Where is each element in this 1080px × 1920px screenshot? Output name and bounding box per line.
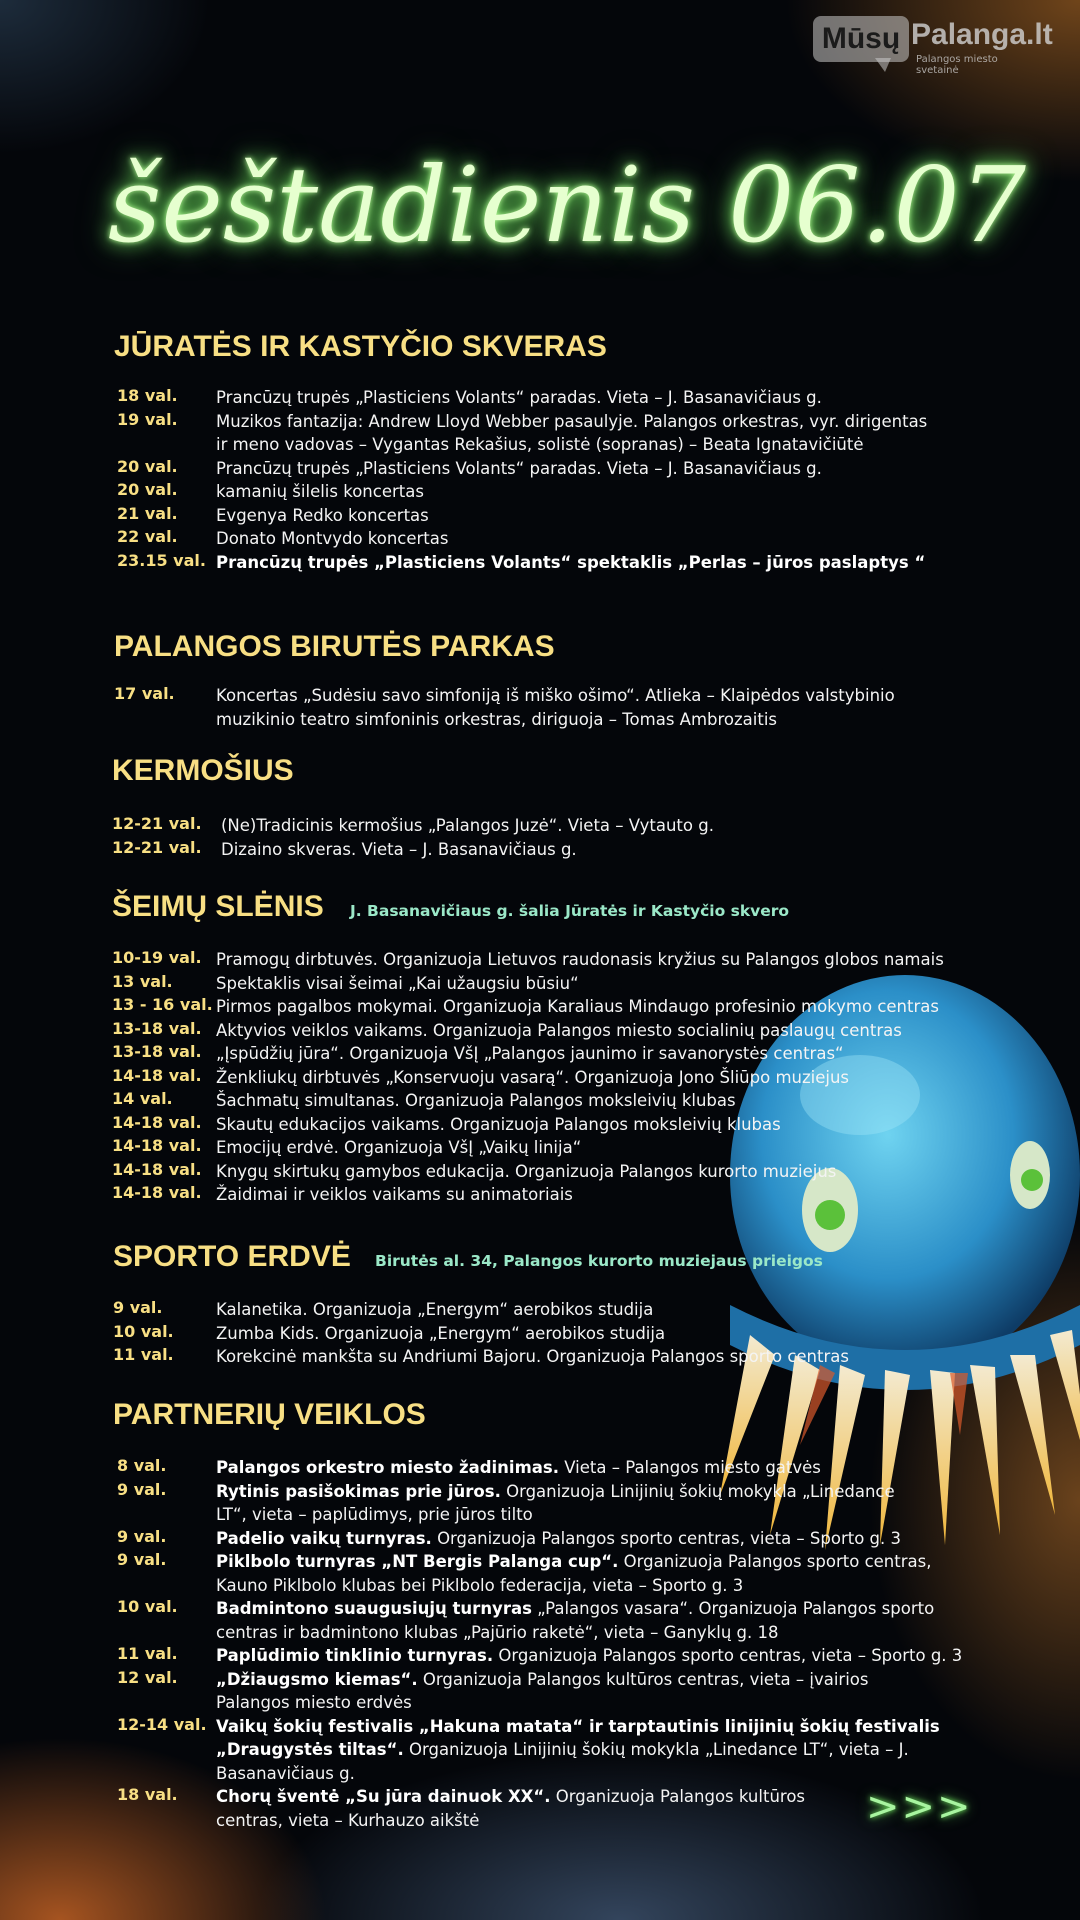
list-item: 18 val. Chorų šventė „Su jūra dainuok XX“. Organizuoja Palangos kultūros centras, vieta – Kurhauzo aikštė <box>117 1785 806 1830</box>
list-item: 9 val. Padelio vaikų turnyras. Organizuoja Palangos sporto centras, vieta – Sporto g. 3 <box>117 1526 902 1548</box>
section-partneriu-veiklos <box>0 1398 1080 1832</box>
list-item: 17 val. Koncertas „Sudėsiu savo simfoniją iš miško ošimo“. Atlieka – Klaipėdos valstybinio muzikinio teatro simfoninis orkestras, diriguoja – Tomas Ambrozaitis <box>114 684 895 729</box>
logo-badge: Mūsų <box>813 16 909 62</box>
list-item: 12-21 val. Dizaino skveras. Vieta – J. Basanavičiaus g. <box>112 837 577 859</box>
logo-name: Palanga.lt <box>911 18 1053 51</box>
list-item: 23.15 val. Prancūzų trupės „Plasticiens Volants“ spektaklis „Perlas – jūros paslaptys “ <box>117 550 926 572</box>
list-item: 12 val. „Džiaugsmo kiemas“. Organizuoja Palangos kultūros centras, vieta – įvairios Palangos miesto erdvės <box>117 1667 869 1712</box>
list-item: 14-18 val. Ženkliukų dirbtuvės „Konservuoju vasarą“. Organizuoja Jono Šliūpo muziejus <box>112 1065 850 1087</box>
list-item: 8 val. Palangos orkestro miesto žadinimas. Vieta – Palangos miesto gatvės <box>117 1456 821 1477</box>
list-item: 13-18 val. „Įspūdžių jūra“. Organizuoja VšĮ „Palangos jaunimo ir savanorystės centras“ <box>112 1042 844 1063</box>
list-item: 19 val. Muzikos fantazija: Andrew Lloyd Webber pasaulyje. Palangos orkestras, vyr. dirigentas ir meno vadovas – Vygantas Rekašius, solistė (sopranas) – Beata Ignatavičiūtė <box>117 409 928 454</box>
list-item: 22 val. Donato Montvydo koncertas <box>117 527 449 548</box>
section-seimu-slenis <box>0 890 1080 1207</box>
list-item: 14-18 val. Knygų skirtukų gamybos edukacija. Organizuoja Palangos kurorto muziejus <box>112 1159 837 1181</box>
list-item: 10-19 val. Pramogų dirbtuvės. Organizuoja Lietuvos raudonasis kryžius su Palangos globos namais <box>112 948 944 969</box>
section-location: J. Basanavičiaus g. šalia Jūratės ir Kastyčio skvero <box>350 902 790 920</box>
list-item: 10 val. Zumba Kids. Organizuoja „Energym“ aerobikos studija <box>113 1321 666 1343</box>
list-item: 20 val. kamanių šilelis koncertas <box>117 480 424 501</box>
list-item: 9 val. Kalanetika. Organizuoja „Energym“ aerobikos studija <box>113 1298 654 1319</box>
section-title: KERMOŠIUS <box>112 754 294 787</box>
section-title: PARTNERIŲ VEIKLOS <box>113 1398 426 1431</box>
section-juratės-skveras <box>0 330 1080 574</box>
site-logo[interactable] <box>813 14 1063 78</box>
section-title: JŪRATĖS IR KASTYČIO SKVERAS <box>114 330 607 363</box>
list-item: 14-18 val. Skautų edukacijos vaikams. Organizuoja Palangos moksleivių klubas <box>112 1112 781 1134</box>
list-item: 14 val. Šachmatų simultanas. Organizuoja Palangos moksleivių klubas <box>112 1089 736 1110</box>
section-title: PALANGOS BIRUTĖS PARKAS <box>114 630 555 663</box>
list-item: 13 - 16 val. Pirmos pagalbos mokymai. Organizuoja Karaliaus Mindaugo profesinio mokymo centras <box>112 995 939 1016</box>
logo-speech-tail-icon <box>875 58 891 72</box>
list-item: 18 val. Prancūzų trupės „Plasticiens Volants“ paradas. Vieta – J. Basanavičiaus g. <box>117 386 822 407</box>
list-item: 9 val. Piklbolo turnyras „NT Bergis Palanga cup“. Organizuoja Palangos sporto centras, Kauno Piklbolo klubas bei Piklbolo federacija, vieta – Sporto g. 3 <box>117 1550 932 1595</box>
list-item: 9 val. Rytinis pasišokimas prie jūros. Organizuoja Linijinių šokių mokykla „Linedance LT“, vieta – paplūdimys, prie jūros tilto <box>117 1479 895 1524</box>
list-item: 10 val. Badmintono suaugusiųjų turnyras „Palangos vasara“. Organizuoja Palangos sporto centras ir badmintono klubas „Pajūrio raketė“, vieta – Ganyklų g. 18 <box>117 1597 935 1642</box>
list-item: 14-18 val. Emocijų erdvė. Organizuoja VšĮ „Vaikų linija“ <box>112 1136 582 1157</box>
list-item: 11 val. Paplūdimio tinklinio turnyras. Organizuoja Palangos sporto centras, vieta – Sporto g. 3 <box>117 1644 963 1665</box>
list-item: 13-18 val. Aktyvios veiklos vaikams. Organizuoja Palangos miesto socialinių paslaugų centras <box>112 1018 902 1040</box>
section-location: Birutės al. 34, Palangos kurorto muziejaus prieigos <box>375 1252 823 1270</box>
section-kermosius <box>0 754 1080 861</box>
section-sporto-erdve <box>0 1240 1080 1369</box>
section-title: ŠEIMŲ SLĖNIS <box>112 890 324 923</box>
list-item: 12-21 val. (Ne)Tradicinis kermošius „Palangos Juzė“. Vieta – Vytauto g. <box>112 814 714 835</box>
list-item: 20 val. Prancūzų trupės „Plasticiens Volants“ paradas. Vieta – J. Basanavičiaus g. <box>117 456 822 478</box>
list-item: 14-18 val. Žaidimai ir veiklos vaikams su animatoriais <box>112 1183 573 1204</box>
list-item: 13 val. Spektaklis visai šeimai „Kai užaugsiu būsiu“ <box>112 971 579 993</box>
section-title: SPORTO ERDVĖ <box>113 1240 351 1273</box>
section-birutes-parkas <box>0 630 1080 731</box>
list-item: 12-14 val. Vaikų šokių festivalis „Hakuna matata“ ir tarptautinis linijinių šokių festivalis „Draugystės tiltas“. Organizuoja Linijinių šokių mokykla „Linedance LT“, vieta – J. Basanavičiaus g. <box>117 1714 940 1783</box>
page-title: šeštadienis 06.07 <box>108 144 1026 266</box>
next-page-arrows-icon[interactable]: >>> <box>866 1784 973 1830</box>
logo-tagline: Palangos miesto svetainė <box>916 54 998 76</box>
list-item: 11 val. Korekcinė mankšta su Andriumi Bajoru. Organizuoja Palangos sporto centras <box>113 1345 849 1366</box>
list-item: 21 val. Evgenya Redko koncertas <box>117 503 429 525</box>
